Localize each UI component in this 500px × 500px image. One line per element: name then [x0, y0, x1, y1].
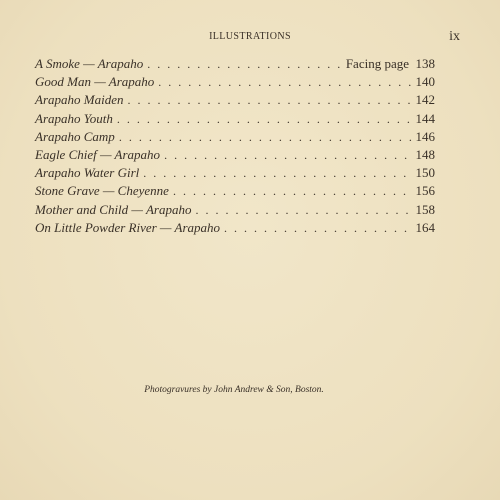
list-item — [35, 73, 435, 91]
illustration-title: On Little Powder River — Arapaho — [35, 219, 221, 235]
dot-leader — [127, 91, 413, 109]
running-head — [0, 31, 500, 45]
illustration-title: Mother and Child — Arapaho — [35, 201, 192, 217]
dot-leader — [143, 164, 413, 182]
illustration-page: 150 — [415, 165, 435, 181]
list-item — [35, 182, 435, 200]
dot-leader — [147, 55, 342, 73]
list-item — [35, 146, 435, 164]
dot-leader — [196, 201, 414, 219]
illustration-title: A Smoke — Arapaho — [35, 56, 144, 71]
illustration-title: Arapaho Camp — [35, 128, 115, 144]
list-item — [35, 55, 435, 73]
dot-leader — [158, 73, 413, 91]
illustration-page: 146 — [415, 128, 435, 144]
illustration-page: 142 — [415, 92, 435, 108]
illustration-page: 148 — [415, 146, 435, 162]
illustration-page: 164 — [415, 219, 435, 235]
dot-leader — [173, 182, 413, 200]
illustration-title: Arapaho Water Girl — [35, 165, 140, 181]
list-item — [35, 201, 435, 219]
illustration-title: Arapaho Youth — [35, 110, 113, 126]
dot-leader — [119, 128, 413, 146]
dot-leader — [164, 146, 413, 164]
illustrations-list — [35, 55, 435, 237]
photogravure-credit: Photogravures by John Andrew & Son, Boston. — [144, 385, 324, 395]
illustration-title: Good Man — Arapaho — [35, 74, 155, 90]
illustration-page: 158 — [415, 201, 435, 217]
running-title: ILLUSTRATIONS — [209, 31, 291, 42]
facing-page-label: Facing page — [345, 56, 409, 71]
dot-leader — [224, 219, 413, 237]
page-number: ix — [449, 29, 460, 44]
list-item — [35, 91, 435, 109]
list-item — [35, 164, 435, 182]
illustration-title: Stone Grave — Cheyenne — [35, 183, 169, 199]
illustration-page: 140 — [415, 74, 435, 90]
illustration-page: 156 — [415, 183, 435, 199]
list-item — [35, 110, 435, 128]
list-item — [35, 128, 435, 146]
illustration-title: Arapaho Maiden — [35, 92, 124, 108]
list-item — [35, 219, 435, 237]
illustration-page: 138 — [415, 56, 435, 71]
illustration-title: Eagle Chief — Arapaho — [35, 146, 161, 162]
dot-leader — [117, 110, 413, 128]
illustration-page: 144 — [415, 110, 435, 126]
